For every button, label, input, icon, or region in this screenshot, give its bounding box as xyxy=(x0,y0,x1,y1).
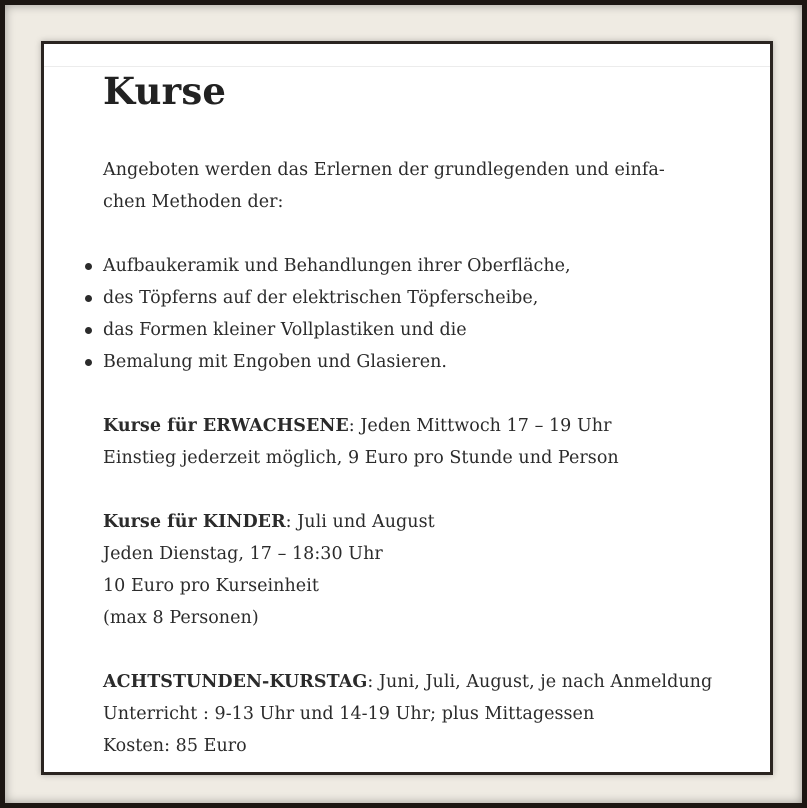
bullet-icon xyxy=(85,295,92,302)
list-item-text: des Töpferns auf der elektrischen Töpferscheibe, xyxy=(103,288,539,308)
adults-course-details: Einstieg jederzeit möglich, 9 Euro pro Stunde und Person xyxy=(103,448,619,468)
bullet-icon xyxy=(85,327,92,334)
eight-hour-course-dates: : Juni, Juli, August, je nach Anmeldung xyxy=(367,672,713,692)
adults-course-schedule: : Jeden Mittwoch 17 – 19 Uhr xyxy=(348,416,612,436)
kids-course-block xyxy=(103,506,743,634)
eight-hour-course-heading: ACHTSTUNDEN-KURSTAG xyxy=(103,672,368,692)
eight-hour-course-block xyxy=(103,666,743,762)
list-item xyxy=(103,314,743,346)
page-card xyxy=(41,41,773,775)
list-item xyxy=(103,282,743,314)
photo-frame xyxy=(5,5,802,803)
list-item xyxy=(103,250,743,282)
kids-course-price: 10 Euro pro Kurseinheit xyxy=(103,576,319,596)
eight-hour-course-schedule: Unterricht : 9-13 Uhr und 14-19 Uhr; plus Mittagessen xyxy=(103,704,595,724)
page-title: Kurse xyxy=(103,69,227,113)
kids-course-capacity: (max 8 Personen) xyxy=(103,608,259,628)
list-item-text: das Formen kleiner Vollplastiken und die xyxy=(103,320,467,340)
adults-course-block xyxy=(103,410,743,474)
kids-course-months: : Juli und August xyxy=(285,512,435,532)
adults-course-heading: Kurse für ERWACHSENE xyxy=(103,416,349,436)
intro-text xyxy=(103,154,693,218)
intro-line-1: Angeboten werden das Erlernen der grundlegenden und einfa- xyxy=(103,160,665,180)
list-item xyxy=(103,346,743,378)
methods-list xyxy=(103,250,743,378)
bullet-icon xyxy=(85,359,92,366)
list-item-text: Aufbaukeramik und Behandlungen ihrer Oberfläche, xyxy=(103,256,571,276)
list-item-text: Bemalung mit Engoben und Glasieren. xyxy=(103,352,447,372)
bullet-icon xyxy=(85,263,92,270)
page-content xyxy=(103,66,743,762)
kids-course-heading: Kurse für KINDER xyxy=(103,512,286,532)
intro-line-2: chen Methoden der: xyxy=(103,192,284,212)
eight-hour-course-cost: Kosten: 85 Euro xyxy=(103,736,247,756)
kids-course-schedule: Jeden Dienstag, 17 – 18:30 Uhr xyxy=(103,544,383,564)
